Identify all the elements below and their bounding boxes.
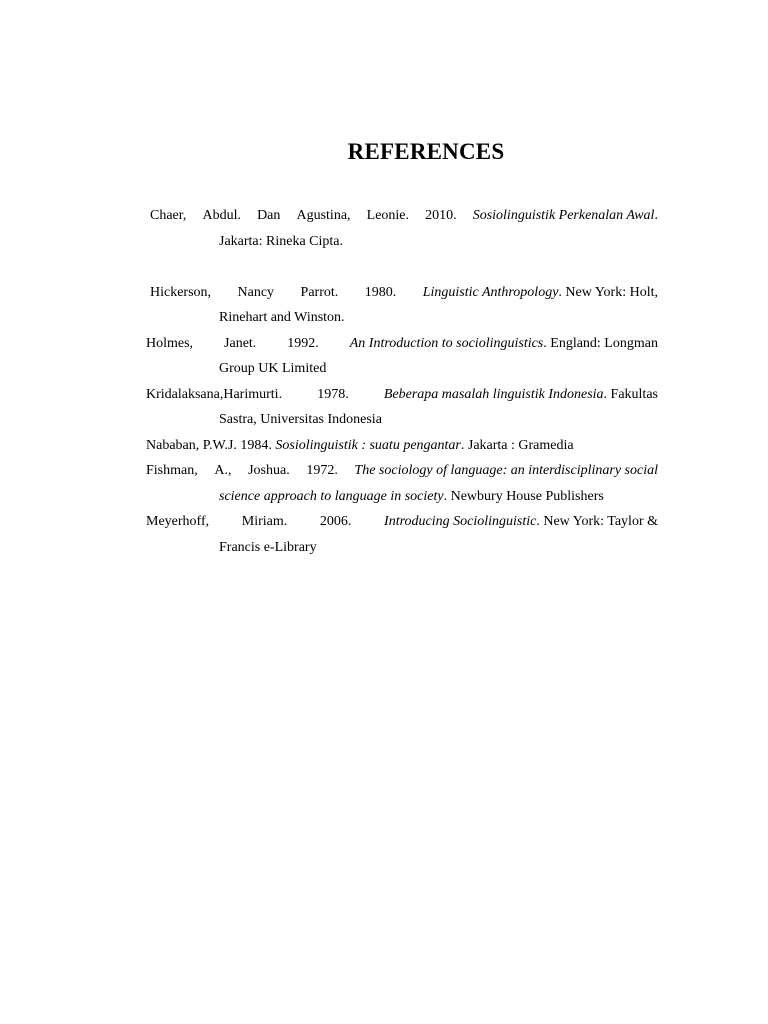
reference-first-line: Chaer, Abdul. Dan Agustina, Leonie. 2010. Sosiolinguistik Perkenalan Awal.: [150, 208, 658, 223]
reference-list: [146, 203, 658, 560]
reference-continuation-line: Rinehart and Winston.: [219, 310, 345, 325]
book-title: Linguistic Anthropology: [422, 284, 559, 300]
reference-continuation-line: science approach to language in society. Newbury House Publishers: [219, 488, 604, 504]
reference-first-line: Holmes, Janet. 1992. An Introduction to sociolinguistics. England: Longman: [146, 335, 658, 351]
reference-entry-chaer: [146, 203, 658, 254]
book-title: The sociology of language: an interdisciplinary social: [354, 463, 658, 478]
reference-continuation-line: Jakarta: Rineka Cipta.: [219, 233, 344, 249]
reference-continuation-line: Francis e-Library: [219, 539, 317, 555]
reference-first-line: Nababan, P.W.J. 1984. Sosiolinguistik : suatu pengantar. Jakarta : Gramedia: [146, 437, 574, 453]
reference-entry-nababan: [146, 433, 658, 459]
reference-first-line: Fishman, A., Joshua. 1972. The sociology of language: an interdisciplinary social: [146, 458, 658, 484]
reference-first-line: Meyerhoff, Miriam. 2006. Introducing Sociolinguistic. New York: Taylor &: [146, 514, 658, 529]
reference-entry-meyerhoff: [146, 509, 658, 560]
reference-first-line: Hickerson, Nancy Parrot. 1980. Linguistic Anthropology. New York: Holt,: [150, 284, 658, 300]
book-title-continued: science approach to language in society: [219, 488, 444, 504]
reference-first-line: Kridalaksana,Harimurti. 1978. Beberapa masalah linguistik Indonesia. Fakultas: [146, 386, 658, 402]
reference-entry-hickerson: [146, 280, 658, 331]
reference-entry-kridalaksana: [146, 382, 658, 433]
book-title: Sosiolinguistik : suatu pengantar: [275, 437, 461, 453]
book-title: Beberapa masalah linguistik Indonesia: [383, 386, 604, 402]
reference-continuation-line: Sastra, Universitas Indonesia: [219, 412, 382, 427]
reference-entry-holmes: [146, 331, 658, 382]
reference-entry-fishman: [146, 458, 658, 509]
book-title: Sosiolinguistik Perkenalan Awal: [472, 208, 655, 223]
book-title: Introducing Sociolinguistic: [384, 514, 537, 529]
page-title: REFERENCES: [347, 139, 505, 164]
reference-continuation-line: Group UK Limited: [219, 361, 327, 376]
book-title: An Introduction to sociolinguistics: [349, 335, 544, 351]
